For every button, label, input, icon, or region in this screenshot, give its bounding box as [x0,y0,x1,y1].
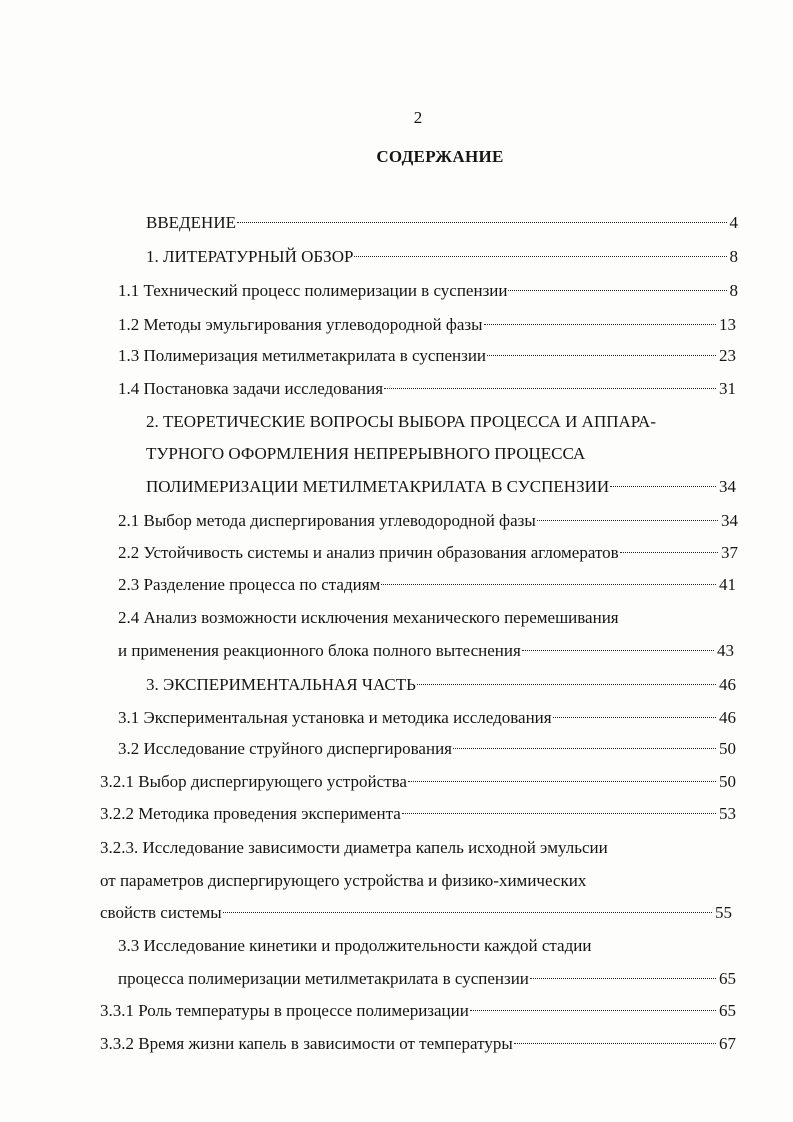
leader-dots [553,717,716,718]
toc-entry-2-2 [118,539,738,567]
leader-dots [537,520,718,521]
toc-entry-text: ПОЛИМЕРИЗАЦИИ МЕТИЛМЕТАКРИЛАТА В СУСПЕНЗИИ [146,477,610,496]
page-number: 2 [413,108,423,127]
leader-dots [381,584,716,585]
leader-dots [237,222,727,223]
toc-entry-text: 3.3.2 Время жизни капель в зависимости от температуры [100,1034,513,1053]
toc-entry-2-4-line-1: 2.4 Анализ возможности исключения механического перемешивания [118,608,619,627]
toc-entry-chapter-3 [146,671,736,699]
toc-entry-text: 1. ЛИТЕРАТУРНЫЙ ОБЗОР [146,247,354,266]
toc-entry-1-4 [118,375,736,403]
toc-entry-text: 1.4 Постановка задачи исследования [118,379,384,398]
toc-entry-text: 1.3 Полимеризация метилметакрилата в суспензии [118,346,487,365]
toc-entry-page: 43 [717,641,734,660]
toc-entry-intro [146,209,738,237]
toc-entry-3-2-1 [100,768,736,796]
leader-dots [354,256,726,257]
leader-dots [470,1010,716,1011]
toc-entry-text: 3.1 Экспериментальная установка и методика исследования [118,708,552,727]
toc-entry-3-2-3 [100,899,732,927]
toc-entry-1-3 [118,342,736,370]
toc-entry-page: 41 [719,575,736,594]
toc-entry-3-3-2 [100,1030,736,1058]
toc-entry-text: 1.1 Технический процесс полимеризации в суспензии [118,281,508,300]
leader-dots [530,978,716,979]
toc-entry-page: 34 [719,477,736,496]
toc-entry-2-4 [118,637,734,665]
toc-entry-1-1 [118,277,738,305]
toc-entry-chapter-2-line-1: 2. ТЕОРЕТИЧЕСКИЕ ВОПРОСЫ ВЫБОРА ПРОЦЕССА И АППАРА- [146,412,656,431]
leader-dots [522,650,714,651]
toc-entry-page: 34 [721,511,738,530]
toc-entry-3-3 [118,965,736,993]
leader-dots [514,1043,716,1044]
toc-entry-text: 3. ЭКСПЕРИМЕНТАЛЬНАЯ ЧАСТЬ [146,675,416,694]
toc-entry-3-3-line-1: 3.3 Исследование кинетики и продолжительности каждой стадии [118,936,592,955]
toc-entry-3-3-1 [100,997,736,1025]
leader-dots [487,355,716,356]
leader-dots [453,748,716,749]
toc-entry-page: 65 [719,969,736,988]
toc-entry-text: и применения реакционного блока полного вытеснения [118,641,521,660]
toc-entry-page: 13 [719,315,736,334]
toc-entry-page: 31 [719,379,736,398]
leader-dots [402,813,716,814]
toc-entry-page: 8 [729,247,738,266]
toc-entry-text: 2.2 Устойчивость системы и анализ причин образования агломератов [118,543,619,562]
toc-entry-3-2 [118,735,736,763]
toc-entry-text: 3.2.2 Методика проведения эксперимента [100,804,401,823]
toc-entry-3-1 [118,704,736,732]
toc-entry-3-2-3-line-1: 3.2.3. Исследование зависимости диаметра капель исходной эмульсии [100,838,608,857]
toc-entry-text: 2.3 Разделение процесса по стадиям [118,575,381,594]
toc-entry-text: свойств системы [100,903,222,922]
toc-entry-page: 46 [719,675,736,694]
toc-entry-text: 3.3.1 Роль температуры в процессе полимеризации [100,1001,469,1020]
leader-dots [223,912,712,913]
toc-entry-3-2-2 [100,800,736,828]
toc-entry-page: 46 [719,708,736,727]
leader-dots [610,486,716,487]
leader-dots [417,684,716,685]
toc-entry-text: процесса полимеризации метилметакрилата в суспензии [118,969,529,988]
toc-entry-page: 53 [719,804,736,823]
page-title: СОДЕРЖАНИЕ [376,147,504,166]
leader-dots [384,388,716,389]
toc-entry-text: 2.1 Выбор метода диспергирования углеводородной фазы [118,511,536,530]
toc-entry-text: 3.2 Исследование струйного диспергирования [118,739,452,758]
toc-entry-chapter-2-line-2: ТУРНОГО ОФОРМЛЕНИЯ НЕПРЕРЫВНОГО ПРОЦЕССА [146,444,586,463]
toc-entry-chapter-1 [146,243,738,271]
toc-entry-page: 65 [719,1001,736,1020]
leader-dots [620,552,718,553]
toc-entry-text: ВВЕДЕНИЕ [146,213,236,232]
toc-entry-page: 8 [729,281,738,300]
toc-entry-page: 50 [719,739,736,758]
toc-entry-1-2 [118,311,736,339]
toc-entry-page: 50 [719,772,736,791]
toc-entry-page: 23 [719,346,736,365]
toc-entry-text: 3.2.1 Выбор диспергирующего устройства [100,772,407,791]
toc-entry-3-2-3-line-2: от параметров диспергирующего устройства и физико-химических [100,871,587,890]
toc-entry-page: 37 [721,543,738,562]
toc-entry-page: 67 [719,1034,736,1053]
leader-dots [508,290,726,291]
toc-entry-chapter-2 [146,473,736,501]
toc-entry-page: 4 [729,213,738,232]
toc-entry-page: 55 [715,903,732,922]
leader-dots [484,324,716,325]
toc-entry-2-1 [118,507,738,535]
toc-entry-text: 1.2 Методы эмульгирования углеводородной фазы [118,315,483,334]
toc-entry-2-3 [118,571,736,599]
leader-dots [408,781,716,782]
